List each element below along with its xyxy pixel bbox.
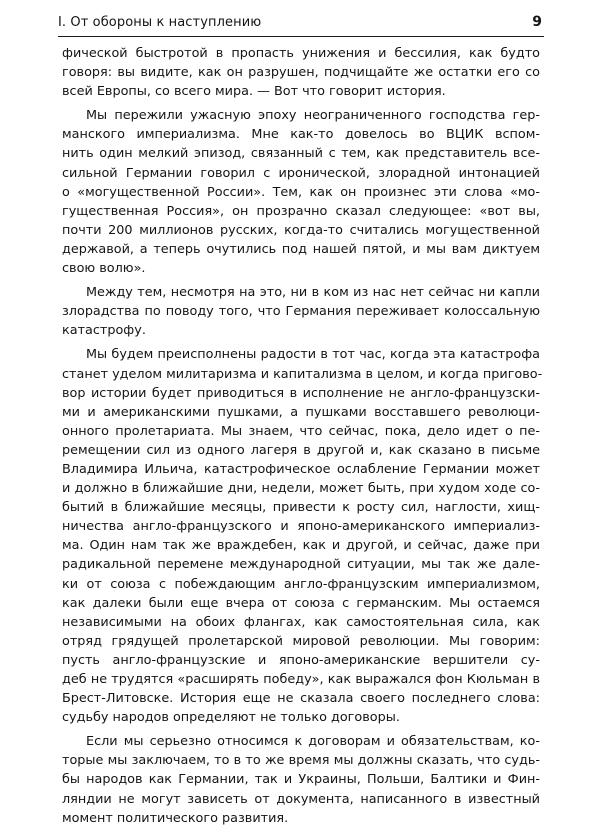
text-line: Мы пережили ужасную эпоху неограниченного господства гер- — [86, 108, 540, 124]
text-line: ничества англо-французского и японо-американского империализ- — [62, 519, 540, 535]
text-line: судьбу народов определяют не только договоры. — [62, 710, 400, 726]
text-line: о «могущественной России». Тем, как он произнес эти слова «мо- — [62, 184, 540, 200]
text-line: Брест-Литовске. История еще не сказала своего последнего слова: — [62, 691, 540, 707]
text-line: как далеки были еще вчера от союза с германским. Мы остаемся — [62, 595, 540, 611]
text-line: сильной Германии говорил с иронической, злорадной интонацией — [62, 165, 540, 181]
page-number: 9 — [532, 14, 542, 30]
running-header — [58, 8, 544, 37]
text-line: Мы будем преисполнены радости в тот час, когда эта катастрофа — [86, 347, 540, 363]
text-line: ляндии не могут зависеть от документа, написанного в известный — [62, 791, 540, 807]
text-line: Владимира Ильича, катастрофическое ослабление Германии может — [62, 461, 540, 477]
text-line: почти 200 миллионов русских, когда-то считались могущественной — [62, 222, 540, 238]
text-line: катастрофу. — [62, 323, 146, 339]
text-line: ки от союза с побеждающим англо-французским империализмом, — [62, 576, 540, 592]
text-line: радикальной перемене международной ситуации, мы так же дале- — [62, 557, 540, 573]
text-line: злорадства по поводу того, что Германия переживает колоссальную — [62, 304, 540, 320]
text-line: манского империализма. Мне как-то довелось во ВЦИК вспом- — [62, 127, 540, 143]
text-line: свою волю». — [62, 261, 146, 277]
text-line: станет уделом милитаризма и капитализма в целом, и когда пригово- — [62, 366, 543, 382]
paragraph — [62, 106, 540, 278]
text-line: нить один мелкий эпизод, связанный с тем, как представитель все- — [62, 146, 540, 162]
text-line: всей Европы, со всего мира. — Вот что говорит история. — [62, 84, 446, 100]
text-line: вор истории будет приводиться в исполнение не англо-французски- — [62, 385, 540, 401]
text-line: онного пролетариата. Мы знаем, что сейчас, пока, дело идет о пе- — [62, 423, 540, 439]
text-line: ми и американскими пушками, а пушками восставшего революци- — [62, 404, 540, 420]
text-line: фической быстротой в пропасть унижения и бессилия, как будто — [62, 46, 540, 61]
text-line: торые мы заключаем, то в то же время мы должны сказать, что судь- — [62, 753, 540, 769]
paragraph — [62, 345, 543, 727]
text-line: говоря: вы видите, как он разрушен, подчищайте же остатки его со — [62, 65, 540, 81]
paragraph — [62, 44, 540, 101]
text-line: державой, а теперь очутились под нашей пятой, и мы вам диктуем — [62, 241, 540, 257]
text-line: бытий в ближайшие месяцы, привести к росту сил, наглости, хищ- — [62, 500, 540, 516]
text-line: момент политического развития. — [62, 810, 289, 826]
body-text — [62, 44, 543, 833]
text-line: пусть англо-французские и японо-американские вершители су- — [62, 652, 540, 668]
text-line: отряд грядущей пролетарской мировой революции. Мы говорим: — [62, 633, 540, 649]
text-line: Если мы серьезно относимся к договорам и обязательствам, ко- — [86, 734, 540, 750]
text-line: ремещении сил из одного лагеря в другой и, как сказано в письме — [62, 442, 540, 458]
text-line: Между тем, несмотря на это, ни в ком из нас нет сейчас ни капли — [86, 285, 540, 301]
text-line: и должно в ближайшие дни, недели, может быть, при худом ходе со- — [62, 481, 540, 497]
paragraph — [62, 732, 540, 827]
text-line: ма. Один нам так же враждебен, как и другой, и сейчас, даже при — [62, 538, 540, 554]
text-line: гущественная Россия», он прозрачно сказал следующее: «вот вы, — [62, 203, 540, 219]
paragraph — [62, 283, 540, 340]
text-line: независимыми на обоих флангах, как самостоятельная сила, как — [62, 614, 540, 630]
text-line: бы народов как Германии, так и Украины, Польши, Балтики и Фин- — [62, 772, 540, 788]
chapter-title: I. От обороны к наступлению — [58, 15, 262, 30]
text-line: деб не трудятся «расширять победу», как выражался фон Кюльман в — [62, 672, 540, 687]
